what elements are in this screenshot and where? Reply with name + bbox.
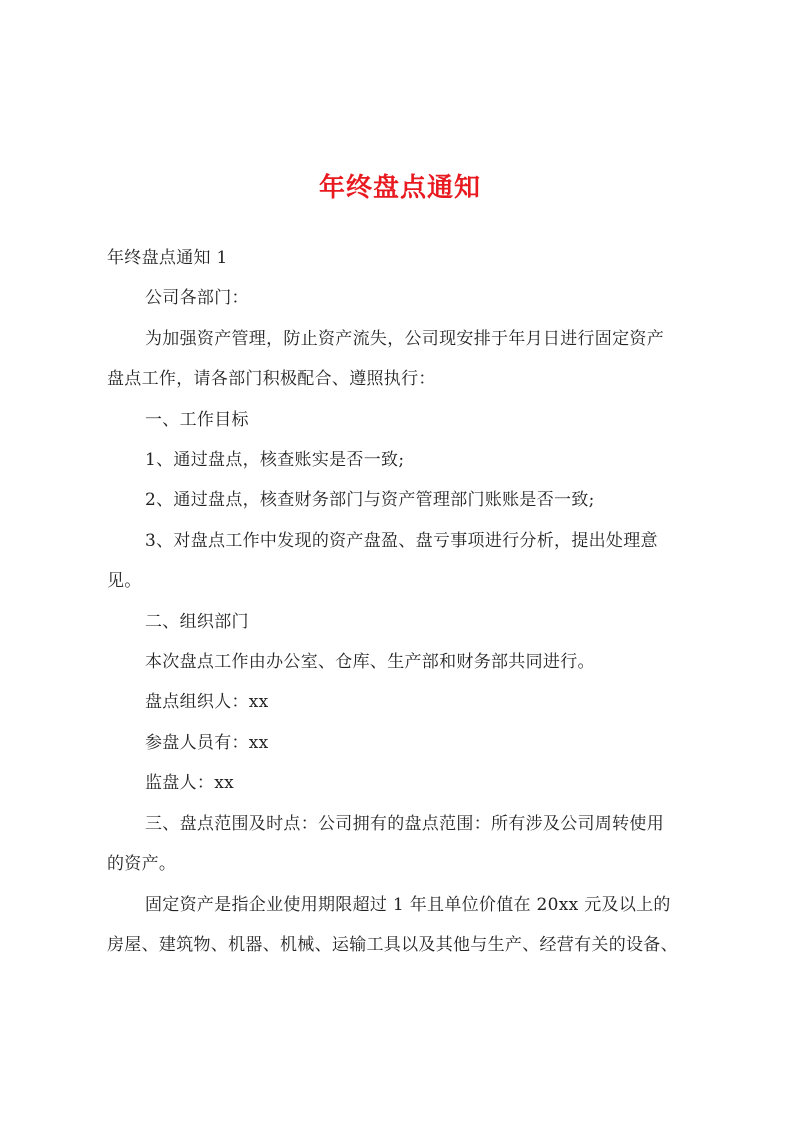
section-heading: 二、组织部门 bbox=[145, 611, 249, 632]
organizer-line: 盘点组织人：xx bbox=[145, 692, 269, 713]
paragraph-line: 房屋、建筑物、机器、机械、运输工具以及其他与生产、经营有关的设备、 bbox=[107, 934, 678, 955]
paragraph-line: 盘点工作，请各部门积极配合、遵照执行： bbox=[107, 369, 436, 390]
section-heading: 三、盘点范围及时点：公司拥有的盘点范围：所有涉及公司周转使用 bbox=[145, 813, 664, 834]
list-item: 2、通过盘点，核查财务部门与资产管理部门账账是否一致; bbox=[145, 490, 595, 511]
list-item-continuation: 见。 bbox=[107, 571, 142, 592]
paragraph-line: 固定资产是指企业使用期限超过 1 年且单位价值在 20xx 元及以上的 bbox=[145, 894, 671, 915]
supervisor-line: 监盘人：xx bbox=[145, 773, 234, 794]
participants-line: 参盘人员有：xx bbox=[145, 732, 269, 753]
document-title: 年终盘点通知 bbox=[318, 173, 481, 203]
list-item: 1、通过盘点，核查账实是否一致; bbox=[145, 450, 405, 471]
subtitle-line: 年终盘点通知 1 bbox=[107, 248, 228, 268]
section-heading: 一、工作目标 bbox=[145, 409, 249, 430]
paragraph-line: 本次盘点工作由办公室、仓库、生产部和财务部共同进行。 bbox=[145, 652, 595, 673]
paragraph-line: 为加强资产管理，防止资产流失，公司现安排于年月日进行固定资产 bbox=[145, 328, 664, 349]
list-item: 3、对盘点工作中发现的资产盘盈、盘亏事项进行分析，提出处理意 bbox=[145, 530, 658, 551]
document-body bbox=[107, 238, 707, 965]
salutation-line: 公司各部门： bbox=[145, 288, 249, 309]
paragraph-line: 的资产。 bbox=[107, 854, 177, 875]
